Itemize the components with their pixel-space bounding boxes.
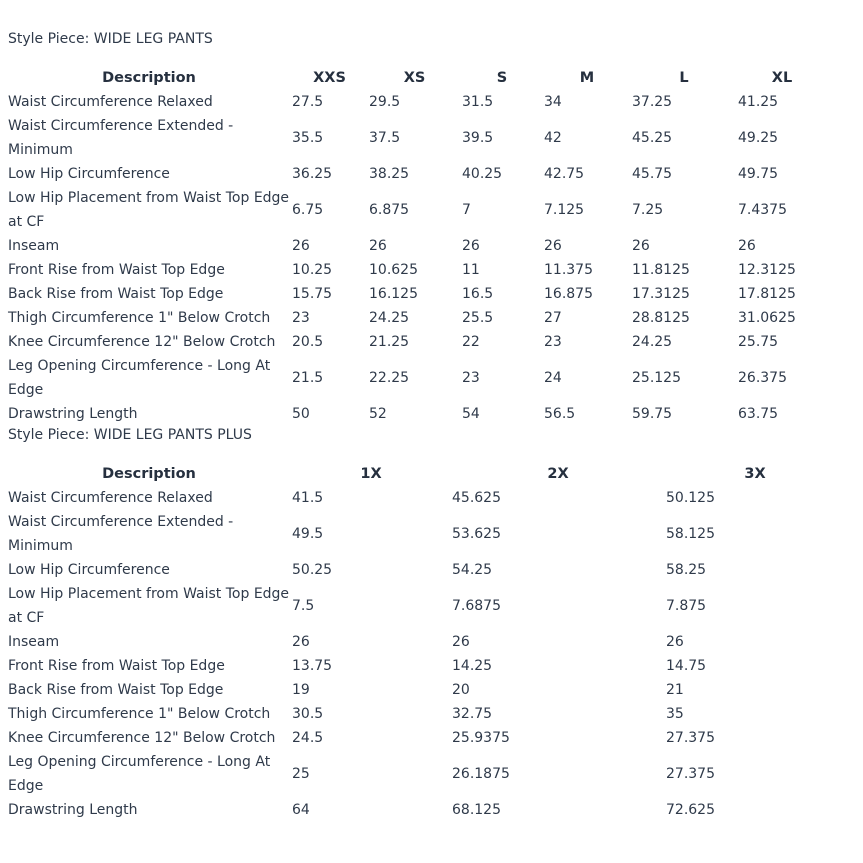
size-header: M (579, 70, 595, 86)
table-row (6, 258, 826, 282)
cell-value: 26 (292, 238, 310, 254)
cell-value: 42.75 (544, 166, 585, 182)
size-header: 3X (744, 466, 766, 482)
cell-value: 34 (544, 94, 562, 110)
cell-value: 26 (632, 238, 650, 254)
table-row (6, 330, 826, 354)
size-header: XL (771, 70, 793, 86)
cell-value: 16.5 (462, 286, 494, 302)
cell-value: 27.5 (292, 94, 324, 110)
cell-value: 63.75 (738, 406, 779, 422)
cell-value: 24 (544, 370, 562, 386)
cell-value: 64 (292, 802, 310, 818)
cell-value: 14.75 (666, 658, 707, 674)
table-row (6, 486, 844, 510)
cell-value: 20 (452, 682, 470, 698)
size-table-plus (6, 462, 844, 822)
row-label: Low Hip Circumference (8, 166, 170, 182)
cell-value: 35 (666, 706, 684, 722)
cell-value: 6.875 (369, 202, 410, 218)
table-row (6, 582, 844, 630)
table-row (6, 558, 844, 582)
cell-value: 23 (544, 334, 562, 350)
row-label: Back Rise from Waist Top Edge (8, 682, 224, 698)
cell-value: 27.375 (666, 730, 715, 746)
cell-value: 7.125 (544, 202, 585, 218)
cell-value: 11.375 (544, 262, 593, 278)
cell-value: 7 (462, 202, 471, 218)
size-header: XS (403, 70, 426, 86)
table-row (6, 702, 844, 726)
row-label: Back Rise from Waist Top Edge (8, 286, 224, 302)
cell-value: 37.5 (369, 130, 401, 146)
cell-value: 19 (292, 682, 310, 698)
size-header: XXS (313, 70, 346, 86)
cell-value: 10.25 (292, 262, 333, 278)
row-label: Leg Opening Circumference - Long At Edge (8, 754, 271, 794)
cell-value: 28.8125 (632, 310, 690, 326)
cell-value: 21.5 (292, 370, 324, 386)
row-label: Waist Circumference Relaxed (8, 490, 213, 506)
cell-value: 50 (292, 406, 310, 422)
cell-value: 16.125 (369, 286, 418, 302)
cell-value: 41.25 (738, 94, 779, 110)
table-row (6, 750, 844, 798)
cell-value: 11 (462, 262, 480, 278)
cell-value: 17.3125 (632, 286, 690, 302)
cell-value: 26 (369, 238, 387, 254)
size-header: 2X (547, 466, 569, 482)
cell-value: 26.1875 (452, 766, 510, 782)
cell-value: 56.5 (544, 406, 576, 422)
cell-value: 54.25 (452, 562, 493, 578)
cell-value: 72.625 (666, 802, 715, 818)
table-row (6, 234, 826, 258)
cell-value: 53.625 (452, 526, 501, 542)
row-label: Thigh Circumference 1" Below Crotch (8, 310, 271, 326)
cell-value: 6.75 (292, 202, 324, 218)
row-label: Drawstring Length (8, 802, 138, 818)
cell-value: 25.5 (462, 310, 494, 326)
row-label: Waist Circumference Relaxed (8, 94, 213, 110)
table-row (6, 90, 826, 114)
cell-value: 35.5 (292, 130, 324, 146)
cell-value: 50.125 (666, 490, 715, 506)
cell-value: 21.25 (369, 334, 410, 350)
row-label: Inseam (8, 634, 60, 650)
row-label: Knee Circumference 12" Below Crotch (8, 730, 276, 746)
cell-value: 52 (369, 406, 387, 422)
cell-value: 39.5 (462, 130, 494, 146)
row-label: Waist Circumference Extended - Minimum (8, 514, 234, 554)
cell-value: 37.25 (632, 94, 673, 110)
cell-value: 26 (462, 238, 480, 254)
cell-value: 27 (544, 310, 562, 326)
cell-value: 27.375 (666, 766, 715, 782)
cell-value: 59.75 (632, 406, 673, 422)
cell-value: 7.5 (292, 598, 315, 614)
cell-value: 25 (292, 766, 310, 782)
cell-value: 54 (462, 406, 480, 422)
row-label: Leg Opening Circumference - Long At Edge (8, 358, 271, 398)
cell-value: 10.625 (369, 262, 418, 278)
cell-value: 30.5 (292, 706, 324, 722)
cell-value: 58.25 (666, 562, 707, 578)
row-label: Front Rise from Waist Top Edge (8, 262, 225, 278)
cell-value: 31.0625 (738, 310, 796, 326)
row-label: Thigh Circumference 1" Below Crotch (8, 706, 271, 722)
cell-value: 45.25 (632, 130, 673, 146)
table-row (6, 402, 826, 426)
cell-value: 12.3125 (738, 262, 796, 278)
table-row (6, 510, 844, 558)
cell-value: 58.125 (666, 526, 715, 542)
cell-value: 21 (666, 682, 684, 698)
cell-value: 31.5 (462, 94, 494, 110)
cell-value: 49.25 (738, 130, 779, 146)
cell-value: 23 (292, 310, 310, 326)
cell-value: 45.75 (632, 166, 673, 182)
table-row (6, 630, 844, 654)
cell-value: 25.9375 (452, 730, 510, 746)
size-header: L (679, 70, 689, 86)
cell-value: 49.75 (738, 166, 779, 182)
table-row (6, 282, 826, 306)
cell-value: 26 (666, 634, 684, 650)
cell-value: 22.25 (369, 370, 410, 386)
table-header-row (6, 66, 826, 90)
cell-value: 26.375 (738, 370, 787, 386)
table2-title: Style Piece: WIDE LEG PANTS PLUS (8, 427, 252, 443)
cell-value: 7.6875 (452, 598, 501, 614)
table-header-row (6, 462, 844, 486)
cell-value: 17.8125 (738, 286, 796, 302)
cell-value: 7.875 (666, 598, 707, 614)
cell-value: 16.875 (544, 286, 593, 302)
cell-value: 50.25 (292, 562, 333, 578)
table-row (6, 726, 844, 750)
table-row (6, 654, 844, 678)
table-row (6, 678, 844, 702)
table-row (6, 354, 826, 402)
cell-value: 14.25 (452, 658, 493, 674)
size-table-regular (6, 66, 826, 426)
cell-value: 24.25 (369, 310, 410, 326)
table-row (6, 798, 844, 822)
row-label: Front Rise from Waist Top Edge (8, 658, 225, 674)
cell-value: 20.5 (292, 334, 324, 350)
cell-value: 29.5 (369, 94, 401, 110)
table-row (6, 186, 826, 234)
table-row (6, 306, 826, 330)
row-label: Low Hip Placement from Waist Top Edge at CF (8, 190, 290, 230)
cell-value: 49.5 (292, 526, 324, 542)
cell-value: 41.5 (292, 490, 324, 506)
description-header: Description (102, 466, 196, 482)
cell-value: 68.125 (452, 802, 501, 818)
cell-value: 32.75 (452, 706, 493, 722)
cell-value: 42 (544, 130, 562, 146)
table-row (6, 114, 826, 162)
cell-value: 11.8125 (632, 262, 690, 278)
description-header: Description (102, 70, 196, 86)
cell-value: 22 (462, 334, 480, 350)
cell-value: 24.5 (292, 730, 324, 746)
cell-value: 25.125 (632, 370, 681, 386)
cell-value: 26 (738, 238, 756, 254)
row-label: Inseam (8, 238, 60, 254)
table1-title: Style Piece: WIDE LEG PANTS (8, 31, 213, 47)
cell-value: 24.25 (632, 334, 673, 350)
table-row (6, 162, 826, 186)
cell-value: 26 (544, 238, 562, 254)
cell-value: 38.25 (369, 166, 410, 182)
cell-value: 26 (292, 634, 310, 650)
cell-value: 15.75 (292, 286, 333, 302)
cell-value: 23 (462, 370, 480, 386)
row-label: Waist Circumference Extended - Minimum (8, 118, 234, 158)
cell-value: 7.25 (632, 202, 664, 218)
cell-value: 13.75 (292, 658, 333, 674)
size-header: S (496, 70, 508, 86)
cell-value: 25.75 (738, 334, 779, 350)
cell-value: 26 (452, 634, 470, 650)
size-header: 1X (360, 466, 382, 482)
row-label: Low Hip Placement from Waist Top Edge at CF (8, 586, 290, 626)
cell-value: 7.4375 (738, 202, 787, 218)
cell-value: 40.25 (462, 166, 503, 182)
row-label: Low Hip Circumference (8, 562, 170, 578)
cell-value: 36.25 (292, 166, 333, 182)
cell-value: 45.625 (452, 490, 501, 506)
row-label: Knee Circumference 12" Below Crotch (8, 334, 276, 350)
row-label: Drawstring Length (8, 406, 138, 422)
